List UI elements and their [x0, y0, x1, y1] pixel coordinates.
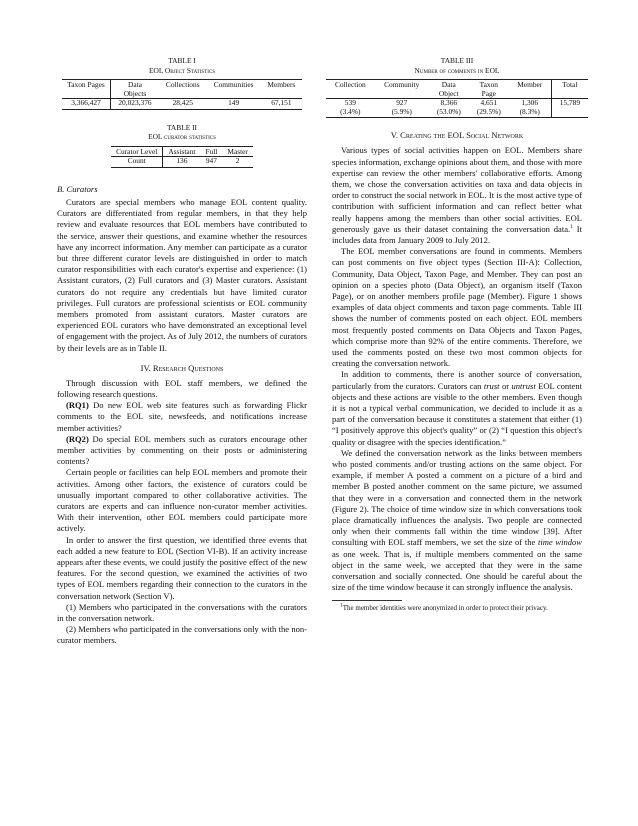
- table3-header: Total: [551, 80, 588, 99]
- paragraph: The EOL member conversations are found in comments. Members can post comments on five object types (Section III-A): Collection, Community, Data Object, Taxon Page, and Member. They can post an opinion on a species photo (Data Object), an organism itself (Taxon Page), or on another members profile page (Member). Figure 1 shows examples of data object comments and taxon page comments. Table III shows the number of comments posted on each object. EOL members most frequently posted comments on Data Objects and Taxon Pages, which comprise more than 92% of the entire comments. Therefore, we used the comments posted on these two most common objects for creating the conversation network.: [332, 246, 582, 369]
- paragraph: [332, 145, 582, 246]
- table1-label: TABLE I: [168, 56, 196, 65]
- paragraph-text: It includes data from January 2009 to July 2012.: [332, 223, 582, 245]
- paragraph: (1) Members who participated in the conversations with the curators in the conversation network.: [57, 601, 307, 624]
- table2-cell: 136: [163, 157, 201, 168]
- table3-cell: (5.9%): [375, 108, 429, 118]
- table1-header: Taxon Pages: [62, 80, 111, 99]
- table1-header: Data Objects: [111, 80, 160, 99]
- paragraph: [332, 369, 582, 447]
- section-heading-research-questions: IV. Research Questions: [140, 362, 224, 373]
- table3-header: Community: [375, 80, 429, 99]
- table2-cell: 947: [200, 157, 222, 168]
- table1-header: Communities: [207, 80, 261, 99]
- table2-header: Curator Level: [111, 146, 163, 157]
- table3-cell: 1,306: [509, 99, 551, 108]
- table3-cell: 15,789: [551, 99, 588, 108]
- table3-cell: (8.3%): [509, 108, 551, 118]
- paragraph-text: In addition to comments, there is another source of conversation, particularly from the curators. Curators can: [332, 369, 582, 391]
- table1-object-statistics: [62, 79, 302, 110]
- paragraph-text: We defined the conversation network as the links between members who posted comments and/or trusting actions on the same object. For example, if member A posted a comment on a picture of a bird and member B posted another comment on the same picture, we assumed that they were in a conversation and connected them in the network (Figure 2). The choice of time window size in which conversations took place dramatically influences the analysis. Two people are connected only when their comments fall within the time window [39]. After consulting with EOL staff members, we set the size of the: [332, 447, 582, 548]
- footnote-text: The member identities were anonymized in order to protect their privacy.: [342, 603, 548, 612]
- table2-cell: 2: [222, 157, 253, 168]
- paragraph-text: or: [499, 380, 512, 391]
- emphasis-untrust: untrust: [511, 380, 536, 391]
- table2-header: Master: [222, 146, 253, 157]
- table3-title: Number of comments in EOL: [414, 65, 500, 75]
- table1-cell: 3,366,427: [62, 99, 111, 110]
- table3-header: Member: [509, 80, 551, 99]
- paragraph-text: Various types of social activities happen on EOL. Members share species information, exchange opinions about them, and those with more expertise can review the other members' collaborative efforts. Among them, we chose the conversation activities on taxa and data objects in order to construct the social network in EOL. It is the most active type of contribution with sufficient information and can reflect better what really happens among the members than other social activities. EOL generously gave us their dataset containing the conversation data.: [332, 145, 582, 234]
- paragraph: Certain people or facilities can help EOL members and promote their activities. Among other factors, the existence of curators could be unusually important compared to other collaborative activities. The curators are experts and can influence non-curator member activities. With their intervention, other EOL members could participate more actively.: [57, 467, 307, 534]
- rq2-text: Do special EOL members such as curators encourage other member activities by commenting on their posts or administering contents?: [57, 433, 307, 467]
- table3-comment-counts: [326, 79, 588, 118]
- paragraph: In order to answer the first question, we identified three events that each added a new feature to EOL (Section VI-B). If an activity increase appears after these events, we could justify the positive effect of the new features. For the second question, we examined the activities of two types of EOL members regarding their connection to the curators in the conversation network (Section V).: [57, 534, 307, 601]
- rq1-label: (RQ1): [66, 400, 89, 411]
- left-column: [57, 56, 307, 647]
- table3-cell: 927: [375, 99, 429, 108]
- table2-header: Full: [200, 146, 222, 157]
- table3-header: Data Object: [429, 80, 469, 99]
- table1-cell: 28,425: [159, 99, 207, 110]
- table3-cell: (3.4%): [326, 108, 375, 118]
- table2-cell: Count: [111, 157, 163, 168]
- paragraph: (2) Members who participated in the conversations only with the non-curator members.: [57, 624, 307, 646]
- table1-caption: [57, 56, 307, 75]
- table2-title: EOL curator statistics: [148, 132, 216, 142]
- table1-cell: 149: [207, 99, 261, 110]
- table3-cell: (53.0%): [429, 108, 469, 118]
- paragraph: [332, 448, 582, 594]
- table2-curator-statistics: [111, 146, 253, 168]
- table3-cell: 539: [326, 99, 375, 108]
- table3-label: TABLE III: [440, 56, 474, 65]
- subsection-heading-curators: B. Curators: [57, 183, 98, 194]
- table2-header: Assistant: [163, 146, 201, 157]
- research-question-2: [57, 434, 307, 468]
- emphasis-trust: trust: [483, 380, 500, 391]
- paragraph-text: as one week. That is, if multiple members commented on the same object in the same week, we accepted that they were in the same conversation and socially connected. One should be careful about the size of the time window because it can strongly influence the analysis.: [332, 548, 582, 593]
- table3-caption: [332, 56, 582, 75]
- table3-header: Taxon Page: [469, 80, 509, 99]
- paragraph: Through discussion with EOL staff members, we defined the following research questions.: [57, 377, 307, 400]
- table3-cell: 8,366: [429, 99, 469, 108]
- table3-header: Collection: [326, 80, 375, 99]
- table1-cell: 20,023,376: [111, 99, 160, 110]
- table1-header: Members: [261, 80, 302, 99]
- rq2-label: (RQ2): [66, 433, 89, 444]
- rq1-text: Do new EOL web site features such as forwarding Flickr comments to the EOL site, newsfeeds, and notifications increase member activities?: [57, 400, 307, 433]
- table2-label: TABLE II: [167, 122, 197, 132]
- research-question-1: [57, 400, 307, 434]
- table1-header: Collections: [159, 80, 207, 99]
- right-column: [332, 56, 582, 613]
- table3-cell: 4,651: [469, 99, 509, 108]
- footnote-mark: 1: [340, 602, 343, 609]
- table3-cell: (29.5%): [469, 108, 509, 118]
- table1-title: EOL Object Statistics: [148, 65, 215, 75]
- footnote: [332, 604, 582, 613]
- table3-cell: [551, 108, 588, 118]
- paragraph-text: EOL content objects and these actions are visible to the other members. Even though it is not a typical verbal communication, we decided to include it as a part of the conversation because it constitutes a statement that either (1) “I positively approve this object's quality” or (2) “I question this object's quality or disagree with the species identification.”: [332, 380, 582, 447]
- section-heading-social-network: V. Creating the EOL Social Network: [390, 130, 524, 141]
- table2-caption: [57, 123, 307, 142]
- emphasis-time-window: time window: [537, 537, 582, 548]
- table1-cell: 67,151: [261, 99, 302, 110]
- paragraph: Curators are special members who manage EOL content quality. Curators are differentiated from regular members, in that they help review and evaluate resources that EOL members have contributed to the service, answer their questions, and examine whether the resources have any incorrect information. Any member can participate as a curator but three different curator levels are distinguished in order to match curator responsibilities with each curator's expertise and experience: (1) Assistant curators, (2) Full curators and (3) Master curators. Assistant curators do not require any credentials but have limited curator privileges. Full curators are professional scientists or EOL community members promoted from assistant curators. Master curators are experienced EOL curators who have demonstrated an exceptional level of engagement with the project. As of July 2012, the numbers of curators by their levels are as in Table II.: [57, 196, 307, 353]
- footnote-ref: 1: [570, 223, 573, 230]
- footnote-divider: [332, 600, 402, 601]
